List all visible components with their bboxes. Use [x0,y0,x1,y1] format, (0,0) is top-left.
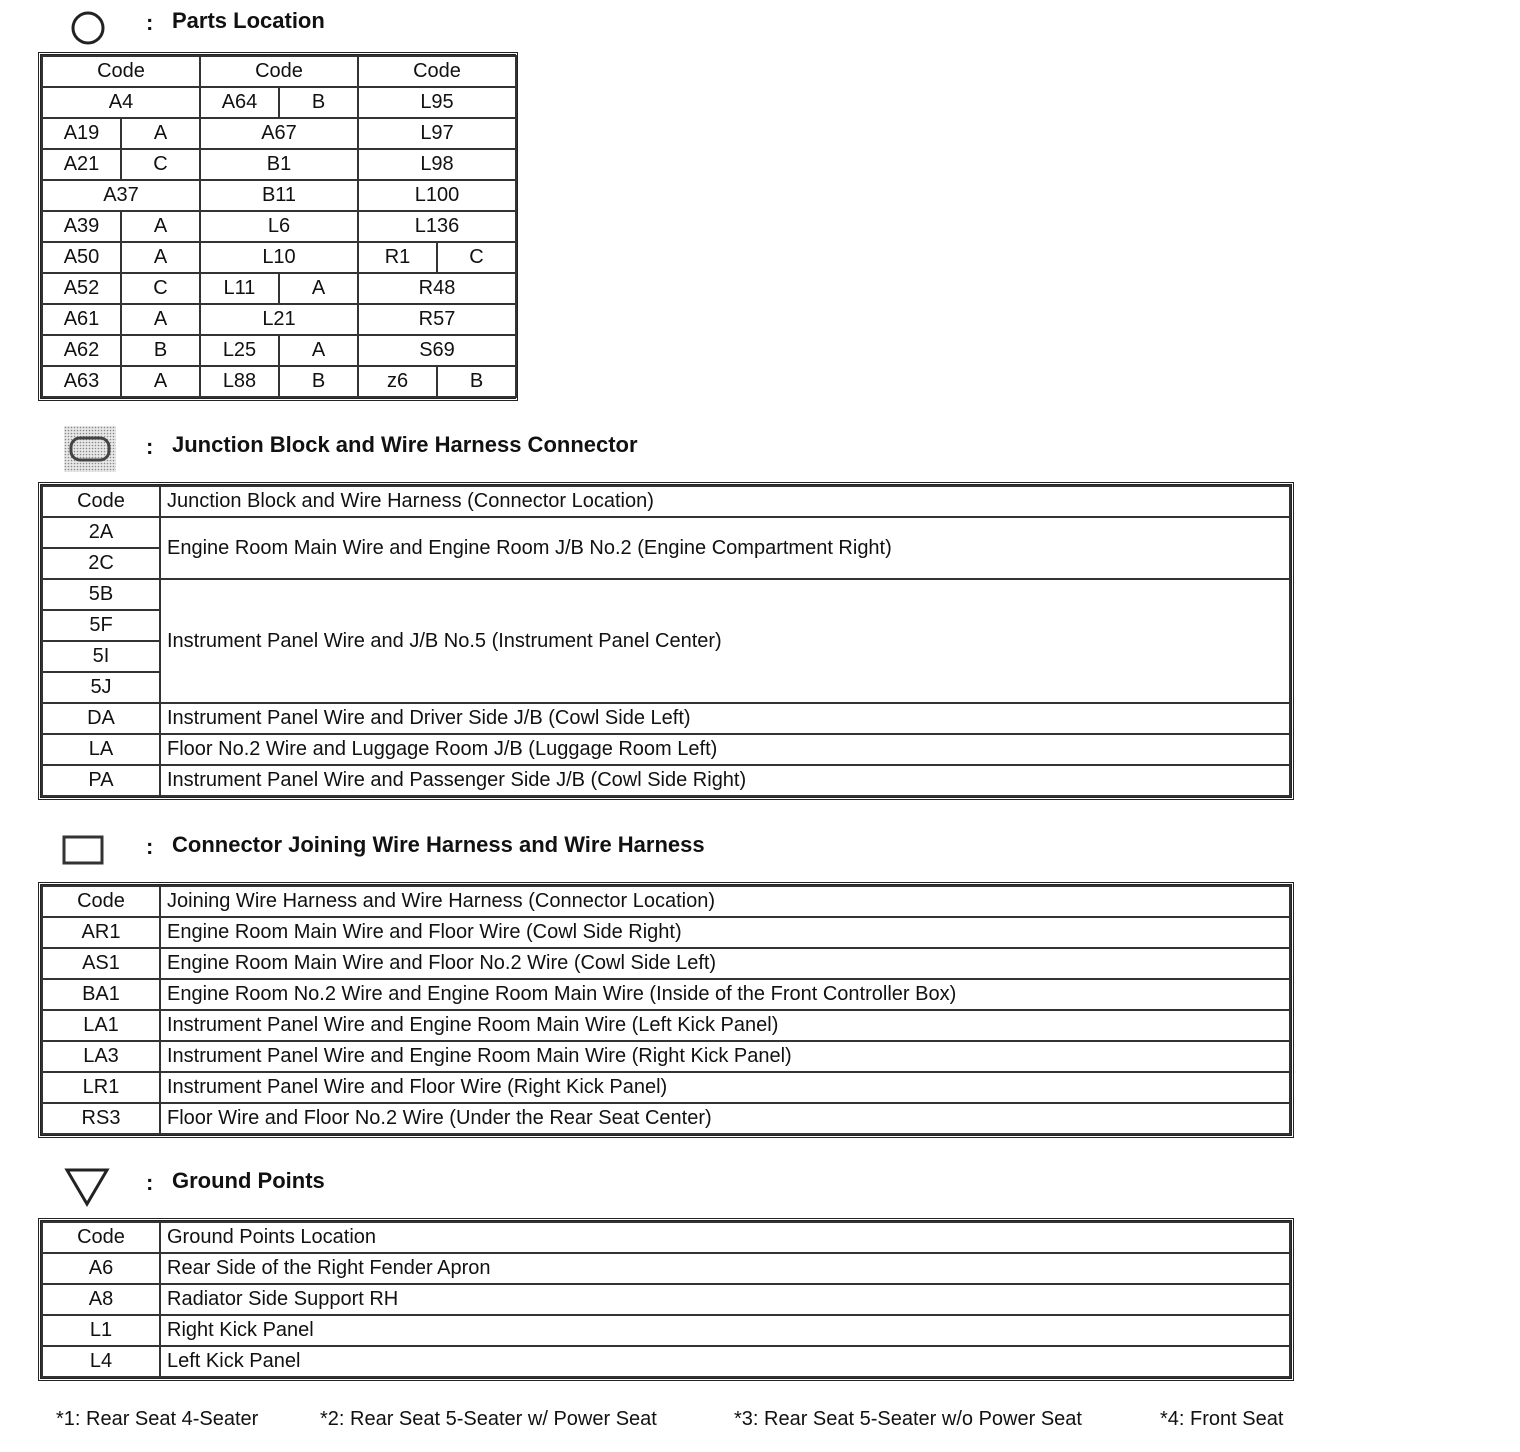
row-code: AS1 [42,948,160,979]
junction-block-table [38,482,1294,800]
part-code: L98 [358,149,516,180]
row-location: Instrument Panel Wire and Engine Room Main Wire (Right Kick Panel) [160,1041,1290,1072]
table-row [42,579,1290,610]
table-row [42,1072,1290,1103]
junction-block-header [66,432,966,472]
footnote: *4: Front Seat [1160,1408,1284,1430]
column-header: Code [42,486,160,517]
part-location-letter: A [121,211,200,242]
footnote: *3: Rear Seat 5-Seater w/o Power Seat [734,1408,1082,1430]
column-header: Code [42,1222,160,1253]
connector-code: 5B [42,579,160,610]
footnote: *2: Rear Seat 5-Seater w/ Power Seat [320,1408,657,1430]
triangle-down-icon [64,1166,110,1208]
table-row [42,1010,1290,1041]
part-location-letter: B [279,366,358,397]
section-colon: : [146,10,154,35]
part-code: A19 [42,118,121,149]
part-code: L21 [200,304,358,335]
part-code: L95 [358,87,516,118]
column-header: Code [200,56,358,87]
row-code: BA1 [42,979,160,1010]
part-location-letter: B [437,366,516,397]
part-code: z6 [358,366,437,397]
parts-location-header [66,8,466,48]
parts-location-table [38,52,518,401]
table-row [42,87,516,118]
part-code: A64 [200,87,279,118]
row-location: Radiator Side Support RH [160,1284,1290,1315]
table-row [42,211,516,242]
shaded-rounded-rect-icon [64,426,118,474]
part-location-letter: A [121,304,200,335]
header-row [42,486,1290,517]
table-row [42,1346,1290,1377]
part-code: A39 [42,211,121,242]
table-row [42,118,516,149]
part-code: L11 [200,273,279,304]
part-code: A21 [42,149,121,180]
part-code: L10 [200,242,358,273]
table-row [42,1315,1290,1346]
row-location: Engine Room No.2 Wire and Engine Room Main Wire (Inside of the Front Controller Box) [160,979,1290,1010]
row-location: Instrument Panel Wire and Floor Wire (Right Kick Panel) [160,1072,1290,1103]
part-code: B11 [200,180,358,211]
row-code: LA1 [42,1010,160,1041]
table-row [42,517,1290,548]
row-code: LA3 [42,1041,160,1072]
part-location-letter: A [279,335,358,366]
part-code: A52 [42,273,121,304]
row-code: RS3 [42,1103,160,1134]
table-row [42,979,1290,1010]
connector-location: Instrument Panel Wire and J/B No.5 (Instrument Panel Center) [160,579,1290,703]
header-row [42,56,516,87]
part-code: A50 [42,242,121,273]
column-header: Joining Wire Harness and Wire Harness (Connector Location) [160,886,1290,917]
part-code: A61 [42,304,121,335]
row-code: L1 [42,1315,160,1346]
part-code: A4 [42,87,200,118]
part-code: A63 [42,366,121,397]
ground-points-table [38,1218,1294,1381]
table-row [42,273,516,304]
part-code: L97 [358,118,516,149]
part-code: L25 [200,335,279,366]
connector-location: Engine Room Main Wire and Engine Room J/B No.2 (Engine Compartment Right) [160,517,1290,579]
table-row [42,335,516,366]
column-header: Junction Block and Wire Harness (Connector Location) [160,486,1290,517]
connector-code: LA [42,734,160,765]
part-code: R1 [358,242,437,273]
header-row [42,886,1290,917]
connector-joining-header [66,832,966,872]
header-row [42,1222,1290,1253]
table-row [42,149,516,180]
connector-location: Floor No.2 Wire and Luggage Room J/B (Luggage Room Left) [160,734,1290,765]
part-location-letter: C [121,149,200,180]
connector-code: 2C [42,548,160,579]
row-location: Right Kick Panel [160,1315,1290,1346]
part-code: A67 [200,118,358,149]
table-row [42,917,1290,948]
table-row [42,304,516,335]
row-code: A6 [42,1253,160,1284]
part-code: L6 [200,211,358,242]
row-code: A8 [42,1284,160,1315]
part-location-letter: B [121,335,200,366]
row-location: Engine Room Main Wire and Floor Wire (Cowl Side Right) [160,917,1290,948]
table-row [42,366,516,397]
row-code: LR1 [42,1072,160,1103]
row-location: Rear Side of the Right Fender Apron [160,1253,1290,1284]
section-title: Parts Location [172,8,325,33]
table-row [42,180,516,211]
part-code: L88 [200,366,279,397]
section-colon: : [146,834,154,859]
table-row [42,948,1290,979]
part-code: B1 [200,149,358,180]
connector-location: Instrument Panel Wire and Driver Side J/B (Cowl Side Left) [160,703,1290,734]
part-code: A62 [42,335,121,366]
part-code: R57 [358,304,516,335]
table-row [42,1284,1290,1315]
table-row [42,1103,1290,1134]
ground-points-header [66,1168,666,1208]
part-location-letter: A [121,242,200,273]
part-location-letter: A [121,366,200,397]
part-location-letter: A [279,273,358,304]
connector-location: Instrument Panel Wire and Passenger Side J/B (Cowl Side Right) [160,765,1290,796]
column-header: Ground Points Location [160,1222,1290,1253]
part-code: S69 [358,335,516,366]
part-location-letter: B [279,87,358,118]
connector-code: DA [42,703,160,734]
column-header: Code [42,56,200,87]
part-location-letter: A [121,118,200,149]
row-code: L4 [42,1346,160,1377]
table-row [42,765,1290,796]
section-colon: : [146,1170,154,1195]
section-colon: : [146,434,154,459]
section-title: Ground Points [172,1168,325,1193]
part-location-letter: C [121,273,200,304]
row-location: Instrument Panel Wire and Engine Room Main Wire (Left Kick Panel) [160,1010,1290,1041]
row-location: Engine Room Main Wire and Floor No.2 Wire (Cowl Side Left) [160,948,1290,979]
connector-code: 5J [42,672,160,703]
table-row [42,703,1290,734]
rectangle-icon [62,834,106,868]
column-header: Code [42,886,160,917]
part-code: R48 [358,273,516,304]
connector-code: 2A [42,517,160,548]
section-title: Junction Block and Wire Harness Connector [172,432,638,457]
table-row [42,1041,1290,1072]
table-row [42,1253,1290,1284]
section-title: Connector Joining Wire Harness and Wire Harness [172,832,705,857]
column-header: Code [358,56,516,87]
table-row [42,242,516,273]
row-location: Floor Wire and Floor No.2 Wire (Under the Rear Seat Center) [160,1103,1290,1134]
connector-code: 5F [42,610,160,641]
footnote: *1: Rear Seat 4-Seater [56,1408,259,1430]
row-code: AR1 [42,917,160,948]
part-location-letter: C [437,242,516,273]
part-code: L136 [358,211,516,242]
circle-icon [68,8,108,48]
connector-code: 5I [42,641,160,672]
connector-code: PA [42,765,160,796]
connector-joining-table [38,882,1294,1138]
table-row [42,734,1290,765]
row-location: Left Kick Panel [160,1346,1290,1377]
part-code: A37 [42,180,200,211]
part-code: L100 [358,180,516,211]
